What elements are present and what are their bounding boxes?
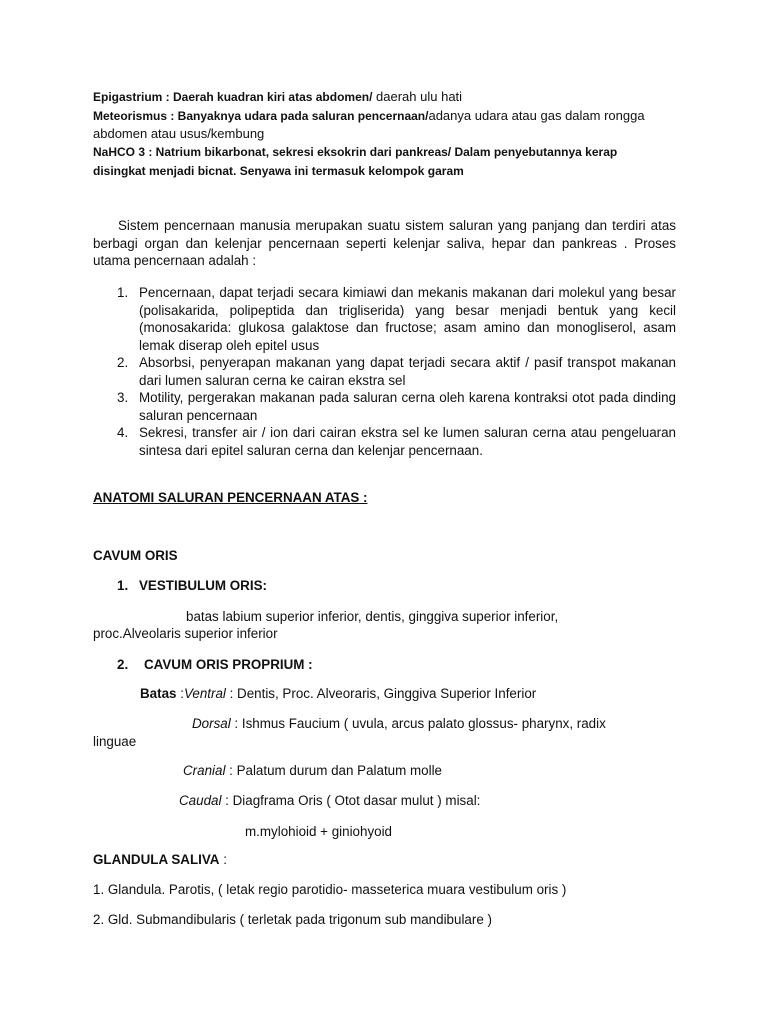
glossary-term: Meteorismus : Banyaknya udara pada saluran pencernaan/ bbox=[93, 109, 429, 123]
list-item bbox=[93, 354, 676, 389]
section-heading-glandula bbox=[93, 851, 227, 868]
glossary-term: Epigastrium : Daerah kuadran kiri atas abdomen/ bbox=[93, 90, 373, 104]
vestibulum-description-continued: proc.Alveolaris superior inferior bbox=[93, 626, 278, 641]
glossary-term: NaHCO 3 : Natrium bikarbonat, sekresi eksokrin dari pankreas/ Dalam penyebutannya kerap bbox=[93, 145, 618, 159]
list-text: Sekresi, transfer air / ion dari cairan ekstra sel ke lumen saluran cerna atau pengeluaran sintesa dari epitel saluran cerna dan kelenjar pencernaan. bbox=[139, 425, 676, 458]
list-item bbox=[93, 284, 676, 354]
list-item bbox=[93, 389, 676, 424]
subheading-vestibulum-number: 1. bbox=[117, 578, 129, 593]
boundary-direction: Cranial bbox=[183, 763, 226, 778]
list-number: 2. bbox=[117, 355, 129, 370]
boundary-direction: Caudal bbox=[179, 793, 222, 808]
boundary-dorsal bbox=[192, 715, 606, 732]
boundary-direction: Ventral bbox=[183, 686, 226, 701]
subheading-proprium-number: 2. bbox=[117, 657, 129, 672]
section-heading-anatomy: ANATOMI SALURAN PENCERNAAN ATAS : bbox=[93, 490, 368, 505]
boundary-cranial bbox=[183, 762, 442, 779]
list-item: 2. Gld. Submandibularis ( terletak pada trigonum sub mandibulare ) bbox=[93, 912, 492, 927]
subheading-proprium: CAVUM ORIS PROPRIUM : bbox=[144, 657, 313, 672]
boundary-text: : Ishmus Faucium ( uvula, arcus palato glossus- pharynx, radix bbox=[230, 716, 606, 731]
intro-paragraph bbox=[93, 217, 676, 270]
boundary-caudal bbox=[179, 792, 480, 809]
boundary-text: : Dentis, Proc. Alveoraris, Ginggiva Superior Inferior bbox=[225, 686, 537, 701]
boundary-label: Batas bbox=[140, 686, 177, 701]
glossary-meteorismus bbox=[93, 106, 645, 126]
glossary-meteorismus-continued bbox=[93, 124, 264, 144]
boundary-dorsal-continued: linguae bbox=[93, 734, 137, 749]
list-number: 4. bbox=[117, 425, 129, 440]
glossary-definition: daerah ulu hati bbox=[372, 89, 463, 104]
list-number: 1. bbox=[117, 285, 129, 300]
list-text: Pencernaan, dapat terjadi secara kimiawi dan mekanis makanan dari molekul yang besar (polisakarida, polipeptida dan trigliserida) yang besar menjadi bentuk yang kecil (monosakarida: glukosa galaktose dan fructose; asam amino dan monogliserol, asam lemak diserap oleh epitel usus bbox=[139, 285, 676, 353]
boundary-ventral bbox=[140, 685, 536, 702]
list-text: Motility, pergerakan makanan pada saluran cerna oleh karena kontraksi otot pada dinding saluran pencernaan bbox=[139, 390, 676, 423]
glossary-epigastrium bbox=[93, 87, 462, 107]
glandula-colon: : bbox=[219, 852, 227, 867]
list-item bbox=[93, 424, 676, 459]
glossary-definition: adanya udara atau gas dalam rongga bbox=[428, 108, 645, 123]
glossary-definition: abdomen atau usus/kembung bbox=[93, 126, 265, 141]
list-number: 3. bbox=[117, 390, 129, 405]
boundary-text: : Diagframa Oris ( Otot dasar mulut ) misal: bbox=[221, 793, 481, 808]
vestibulum-description: batas labium superior inferior, dentis, ginggiva superior inferior, bbox=[186, 609, 559, 624]
glandula-title: GLANDULA SALIVA bbox=[93, 852, 220, 867]
section-heading-cavum-oris: CAVUM ORIS bbox=[93, 548, 178, 563]
list-item: 1. Glandula. Parotis, ( letak regio parotidio- masseterica muara vestibulum oris ) bbox=[93, 882, 567, 897]
glossary-nahco3 bbox=[93, 143, 617, 162]
glossary-term: disingkat menjadi bicnat. Senyawa ini termasuk kelompok garam bbox=[93, 164, 464, 178]
glossary-nahco3-continued bbox=[93, 162, 464, 181]
subheading-vestibulum: VESTIBULUM ORIS: bbox=[139, 578, 267, 593]
intro-text: Sistem pencernaan manusia merupakan suatu sistem saluran yang panjang dan terdiri atas berbagi organ dan kelenjar pencernaan seperti kelenjar saliva, hepar dan pankreas . Proses utama pencernaan adalah : bbox=[93, 218, 676, 268]
boundary-colon: : bbox=[176, 686, 184, 701]
boundary-caudal-example: m.mylohioid + giniohyoid bbox=[245, 824, 393, 839]
boundary-text: : Palatum durum dan Palatum molle bbox=[225, 763, 443, 778]
list-text: Absorbsi, penyerapan makanan yang dapat terjadi secara aktif / pasif transpot makanan dari lumen saluran cerna ke cairan ekstra sel bbox=[139, 355, 676, 388]
boundary-direction: Dorsal bbox=[192, 716, 231, 731]
process-list bbox=[93, 284, 676, 459]
